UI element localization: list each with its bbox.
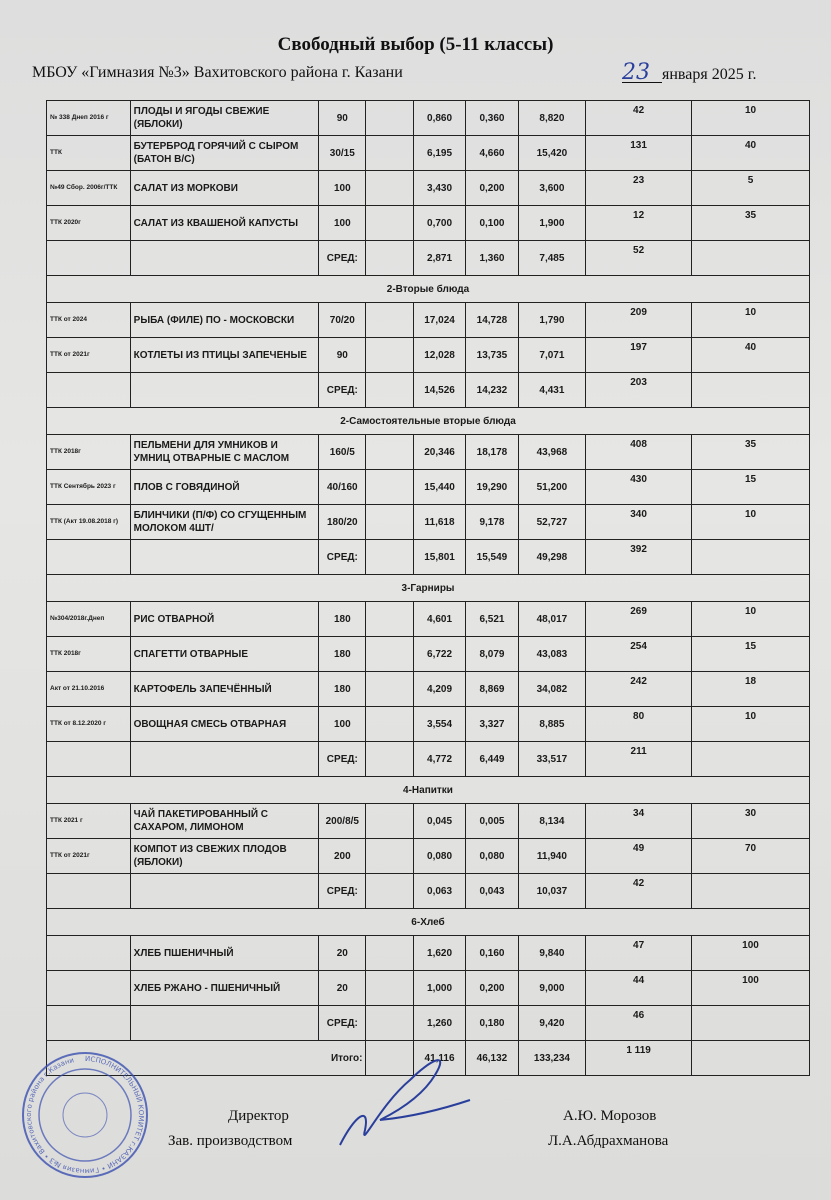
calories: 269 <box>586 602 692 637</box>
empty-cell <box>366 171 413 206</box>
protein: 4,209 <box>413 672 465 707</box>
empty-cell <box>692 373 810 408</box>
protein: 17,024 <box>413 303 465 338</box>
avg-carbs: 9,420 <box>518 1006 586 1041</box>
table-row <box>47 435 810 470</box>
table-row <box>47 303 810 338</box>
empty-cell <box>692 742 810 777</box>
table-row <box>47 101 810 136</box>
calories: 209 <box>586 303 692 338</box>
dish-name: САЛАТ ИЗ МОРКОВИ <box>130 171 318 206</box>
menu-table <box>46 100 810 1076</box>
carbs: 1,900 <box>518 206 586 241</box>
dish-name: ЧАЙ ПАКЕТИРОВАННЫЙ С САХАРОМ, ЛИМОНОМ <box>130 804 318 839</box>
section-header <box>47 276 810 303</box>
section-header <box>47 777 810 804</box>
empty-cell <box>366 936 413 971</box>
section-header <box>47 575 810 602</box>
empty-cell <box>366 672 413 707</box>
average-label: СРЕД: <box>319 373 366 408</box>
table-row <box>47 804 810 839</box>
empty-cell <box>366 602 413 637</box>
average-label: СРЕД: <box>319 241 366 276</box>
empty-cell <box>130 742 318 777</box>
portion: 20 <box>319 971 366 1006</box>
section-header <box>47 408 810 435</box>
recipe-code: ТТК Сентябрь 2023 г <box>47 470 131 505</box>
portion: 40/160 <box>319 470 366 505</box>
empty-cell <box>692 874 810 909</box>
avg-carbs: 10,037 <box>518 874 586 909</box>
fat: 8,869 <box>466 672 518 707</box>
empty-cell <box>366 470 413 505</box>
price: 100 <box>692 971 810 1006</box>
table-row <box>47 602 810 637</box>
carbs: 3,600 <box>518 171 586 206</box>
fat: 8,079 <box>466 637 518 672</box>
dish-name: ХЛЕБ ПШЕНИЧНЫЙ <box>130 936 318 971</box>
dish-name: БЛИНЧИКИ (П/Ф) СО СГУЩЕННЫМ МОЛОКОМ 4ШТ/ <box>130 505 318 540</box>
table-row <box>47 707 810 742</box>
dish-name: ПЛОДЫ И ЯГОДЫ СВЕЖИЕ (ЯБЛОКИ) <box>130 101 318 136</box>
empty-cell <box>366 971 413 1006</box>
empty-cell <box>366 136 413 171</box>
fat: 4,660 <box>466 136 518 171</box>
carbs: 1,790 <box>518 303 586 338</box>
svg-text:ИСПОЛНИТЕЛЬНЫЙ КОМИТЕТ г.КАЗАН: ИСПОЛНИТЕЛЬНЫЙ КОМИТЕТ г.КАЗАНИ • Гимназия №3 • Вахитовского района г.Казани <box>24 1054 146 1176</box>
portion: 30/15 <box>319 136 366 171</box>
empty-cell <box>47 540 131 575</box>
average-label: СРЕД: <box>319 540 366 575</box>
fat: 0,200 <box>466 171 518 206</box>
empty-cell <box>366 540 413 575</box>
price: 5 <box>692 171 810 206</box>
total-label: Итого: <box>47 1041 366 1076</box>
portion: 20 <box>319 936 366 971</box>
price: 10 <box>692 602 810 637</box>
recipe-code: ТТК (Акт 19.08.2018 г) <box>47 505 131 540</box>
empty-cell <box>366 435 413 470</box>
empty-cell <box>130 874 318 909</box>
calories: 34 <box>586 804 692 839</box>
carbs: 51,200 <box>518 470 586 505</box>
document-date <box>622 60 757 85</box>
table-row <box>47 171 810 206</box>
calories: 42 <box>586 101 692 136</box>
recipe-code: № 338 Днеп 2016 г <box>47 101 131 136</box>
dish-name: ПЛОВ С ГОВЯДИНОЙ <box>130 470 318 505</box>
date-month-year: января 2025 г. <box>662 66 757 83</box>
protein: 12,028 <box>413 338 465 373</box>
portion: 90 <box>319 338 366 373</box>
avg-carbs: 49,298 <box>518 540 586 575</box>
protein: 0,080 <box>413 839 465 874</box>
protein: 3,554 <box>413 707 465 742</box>
handwritten-day: 23 <box>622 64 662 83</box>
protein: 11,618 <box>413 505 465 540</box>
empty-cell <box>47 874 131 909</box>
empty-cell <box>366 206 413 241</box>
total-fat: 46,132 <box>466 1041 518 1076</box>
price: 35 <box>692 435 810 470</box>
manager-name: Л.А.Абдрахманова <box>548 1133 669 1149</box>
recipe-code <box>47 971 131 1006</box>
empty-cell <box>47 241 131 276</box>
empty-cell <box>366 804 413 839</box>
fat: 14,728 <box>466 303 518 338</box>
table-row <box>47 672 810 707</box>
avg-fat: 6,449 <box>466 742 518 777</box>
table-row <box>47 637 810 672</box>
portion: 200 <box>319 839 366 874</box>
director-title: Директор <box>228 1108 289 1124</box>
table-row <box>47 971 810 1006</box>
protein: 15,440 <box>413 470 465 505</box>
manager-title: Зав. производством <box>168 1133 293 1149</box>
empty-cell <box>130 540 318 575</box>
recipe-code <box>47 936 131 971</box>
protein: 4,601 <box>413 602 465 637</box>
dish-name: КАРТОФЕЛЬ ЗАПЕЧЁННЫЙ <box>130 672 318 707</box>
empty-cell <box>366 707 413 742</box>
price: 35 <box>692 206 810 241</box>
carbs: 15,420 <box>518 136 586 171</box>
empty-cell <box>692 241 810 276</box>
avg-protein: 4,772 <box>413 742 465 777</box>
avg-fat: 1,360 <box>466 241 518 276</box>
portion: 200/8/5 <box>319 804 366 839</box>
table-row <box>47 936 810 971</box>
fat: 0,100 <box>466 206 518 241</box>
protein: 0,860 <box>413 101 465 136</box>
dish-name: КОМПОТ ИЗ СВЕЖИХ ПЛОДОВ (ЯБЛОКИ) <box>130 839 318 874</box>
avg-calories: 46 <box>586 1006 692 1041</box>
school-name: МБОУ «Гимназия №3» Вахитовского района г. Казани <box>32 64 403 81</box>
avg-fat: 14,232 <box>466 373 518 408</box>
recipe-code: ТТК от 2021г <box>47 338 131 373</box>
dish-name: ХЛЕБ РЖАНО - ПШЕНИЧНЫЙ <box>130 971 318 1006</box>
table-row <box>47 839 810 874</box>
price: 10 <box>692 303 810 338</box>
dish-name: СПАГЕТТИ ОТВАРНЫЕ <box>130 637 318 672</box>
empty-cell <box>47 1006 131 1041</box>
price: 10 <box>692 505 810 540</box>
protein: 1,000 <box>413 971 465 1006</box>
price: 40 <box>692 338 810 373</box>
price: 15 <box>692 470 810 505</box>
section-title: 2-Самостоятельные вторые блюда <box>47 408 810 435</box>
dish-name: КОТЛЕТЫ ИЗ ПТИЦЫ ЗАПЕЧЕНЫЕ <box>130 338 318 373</box>
protein: 0,700 <box>413 206 465 241</box>
portion: 180 <box>319 672 366 707</box>
empty-cell <box>366 637 413 672</box>
portion: 70/20 <box>319 303 366 338</box>
protein: 3,430 <box>413 171 465 206</box>
recipe-code: ТТК <box>47 136 131 171</box>
section-header <box>47 909 810 936</box>
calories: 47 <box>586 936 692 971</box>
portion: 160/5 <box>319 435 366 470</box>
empty-cell <box>366 839 413 874</box>
protein: 6,722 <box>413 637 465 672</box>
calories: 12 <box>586 206 692 241</box>
fat: 3,327 <box>466 707 518 742</box>
table-row <box>47 505 810 540</box>
empty-cell <box>47 742 131 777</box>
carbs: 9,840 <box>518 936 586 971</box>
calories: 197 <box>586 338 692 373</box>
calories: 340 <box>586 505 692 540</box>
average-label: СРЕД: <box>319 742 366 777</box>
price: 40 <box>692 136 810 171</box>
avg-fat: 0,043 <box>466 874 518 909</box>
document-title: Свободный выбор (5-11 классы) <box>277 34 554 55</box>
empty-cell <box>366 1006 413 1041</box>
carbs: 48,017 <box>518 602 586 637</box>
avg-calories: 52 <box>586 241 692 276</box>
calories: 242 <box>586 672 692 707</box>
carbs: 11,940 <box>518 839 586 874</box>
recipe-code: ТТК 2021 г <box>47 804 131 839</box>
calories: 254 <box>586 637 692 672</box>
empty-cell <box>47 373 131 408</box>
avg-protein: 0,063 <box>413 874 465 909</box>
empty-cell <box>366 338 413 373</box>
fat: 0,160 <box>466 936 518 971</box>
empty-cell <box>366 742 413 777</box>
empty-cell <box>366 505 413 540</box>
avg-protein: 2,871 <box>413 241 465 276</box>
empty-cell <box>366 303 413 338</box>
average-row <box>47 241 810 276</box>
price: 10 <box>692 101 810 136</box>
avg-calories: 211 <box>586 742 692 777</box>
avg-calories: 203 <box>586 373 692 408</box>
carbs: 34,082 <box>518 672 586 707</box>
fat: 9,178 <box>466 505 518 540</box>
recipe-code: ТТК 2018г <box>47 435 131 470</box>
average-row <box>47 373 810 408</box>
portion: 100 <box>319 707 366 742</box>
dish-name: САЛАТ ИЗ КВАШЕНОЙ КАПУСТЫ <box>130 206 318 241</box>
dish-name: БУТЕРБРОД ГОРЯЧИЙ С СЫРОМ (БАТОН В/С) <box>130 136 318 171</box>
section-title: 2-Вторые блюда <box>47 276 810 303</box>
table-row <box>47 136 810 171</box>
carbs: 52,727 <box>518 505 586 540</box>
avg-calories: 392 <box>586 540 692 575</box>
recipe-code: Акт от 21.10.2016 <box>47 672 131 707</box>
price: 100 <box>692 936 810 971</box>
avg-carbs: 4,431 <box>518 373 586 408</box>
handwritten-signature <box>320 1045 480 1155</box>
fat: 6,521 <box>466 602 518 637</box>
total-carbs: 133,234 <box>518 1041 586 1076</box>
fat: 19,290 <box>466 470 518 505</box>
calories: 80 <box>586 707 692 742</box>
fat: 0,360 <box>466 101 518 136</box>
protein: 20,346 <box>413 435 465 470</box>
calories: 44 <box>586 971 692 1006</box>
avg-protein: 1,260 <box>413 1006 465 1041</box>
average-row <box>47 874 810 909</box>
average-row <box>47 1006 810 1041</box>
portion: 90 <box>319 101 366 136</box>
empty-cell <box>366 101 413 136</box>
calories: 23 <box>586 171 692 206</box>
recipe-code: №304/2018г.Днеп <box>47 602 131 637</box>
section-title: 3-Гарниры <box>47 575 810 602</box>
portion: 100 <box>319 171 366 206</box>
avg-protein: 14,526 <box>413 373 465 408</box>
protein: 0,045 <box>413 804 465 839</box>
fat: 18,178 <box>466 435 518 470</box>
carbs: 7,071 <box>518 338 586 373</box>
protein: 6,195 <box>413 136 465 171</box>
recipe-code: ТТК от 2021г <box>47 839 131 874</box>
empty-cell <box>130 241 318 276</box>
fat: 13,735 <box>466 338 518 373</box>
calories: 131 <box>586 136 692 171</box>
recipe-code: ТТК 2020г <box>47 206 131 241</box>
price: 30 <box>692 804 810 839</box>
empty-cell <box>692 540 810 575</box>
empty-cell <box>130 1006 318 1041</box>
price: 15 <box>692 637 810 672</box>
carbs: 43,968 <box>518 435 586 470</box>
section-title: 6-Хлеб <box>47 909 810 936</box>
table-row <box>47 470 810 505</box>
dish-name: ПЕЛЬМЕНИ ДЛЯ УМНИКОВ И УМНИЦ ОТВАРНЫЕ С МАСЛОМ <box>130 435 318 470</box>
dish-name: РИС ОТВАРНОЙ <box>130 602 318 637</box>
table-row <box>47 206 810 241</box>
empty-cell <box>366 241 413 276</box>
average-row <box>47 540 810 575</box>
avg-carbs: 7,485 <box>518 241 586 276</box>
empty-cell <box>366 874 413 909</box>
average-label: СРЕД: <box>319 1006 366 1041</box>
carbs: 8,885 <box>518 707 586 742</box>
fat: 0,200 <box>466 971 518 1006</box>
portion: 180/20 <box>319 505 366 540</box>
carbs: 8,820 <box>518 101 586 136</box>
fat: 0,080 <box>466 839 518 874</box>
empty-cell <box>692 1041 810 1076</box>
portion: 180 <box>319 602 366 637</box>
avg-calories: 42 <box>586 874 692 909</box>
total-calories: 1 119 <box>586 1041 692 1076</box>
carbs: 43,083 <box>518 637 586 672</box>
empty-cell <box>366 373 413 408</box>
portion: 100 <box>319 206 366 241</box>
portion: 180 <box>319 637 366 672</box>
price: 18 <box>692 672 810 707</box>
section-title: 4-Напитки <box>47 777 810 804</box>
director-name: А.Ю. Морозов <box>563 1108 657 1124</box>
fat: 0,005 <box>466 804 518 839</box>
empty-cell <box>692 1006 810 1041</box>
protein: 1,620 <box>413 936 465 971</box>
recipe-code: №49 Сбор. 2006г/ТТК <box>47 171 131 206</box>
dish-name: РЫБА (ФИЛЕ) ПО - МОСКОВСКИ <box>130 303 318 338</box>
average-label: СРЕД: <box>319 874 366 909</box>
calories: 408 <box>586 435 692 470</box>
price: 10 <box>692 707 810 742</box>
average-row <box>47 742 810 777</box>
empty-cell <box>130 373 318 408</box>
avg-carbs: 33,517 <box>518 742 586 777</box>
table-row <box>47 338 810 373</box>
recipe-code: ТТК от 2024 <box>47 303 131 338</box>
avg-fat: 15,549 <box>466 540 518 575</box>
dish-name: ОВОЩНАЯ СМЕСЬ ОТВАРНАЯ <box>130 707 318 742</box>
carbs: 9,000 <box>518 971 586 1006</box>
recipe-code: ТТК от 8.12.2020 г <box>47 707 131 742</box>
calories: 430 <box>586 470 692 505</box>
total-protein: 41,116 <box>413 1041 465 1076</box>
avg-fat: 0,180 <box>466 1006 518 1041</box>
recipe-code: ТТК 2018г <box>47 637 131 672</box>
price: 70 <box>692 839 810 874</box>
calories: 49 <box>586 839 692 874</box>
official-stamp <box>20 1050 150 1180</box>
carbs: 8,134 <box>518 804 586 839</box>
avg-protein: 15,801 <box>413 540 465 575</box>
